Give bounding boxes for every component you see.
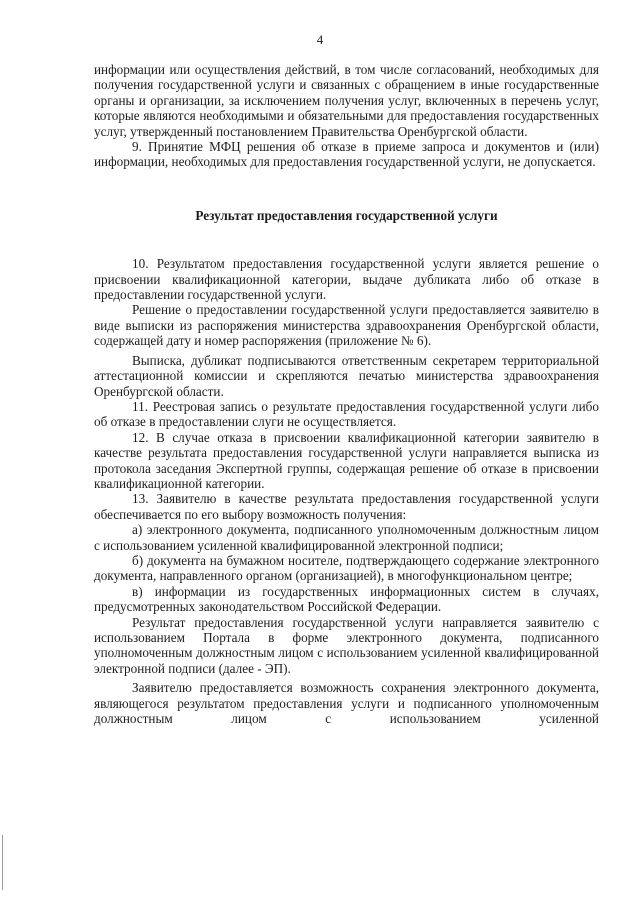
- paragraph-result-portal: Результат предоставления государственной услуги направляется заявителю с использованием Портала в форме электронного документа, подписанного уполномоченным должностным лицом с использованием усиленной квалифицированной электронной подписи (далее - ЭП).: [94, 614, 599, 676]
- page-number: 4: [316, 32, 324, 47]
- paragraph-13: 13. Заявителю в качестве результата предоставления государственной услуги обеспечивается по его выбору возможность получения:: [94, 491, 599, 522]
- paragraph-9: 9. Принятие МФЦ решения об отказе в приеме запроса и документов и (или) информации, необходимых для предоставления государственной услуги, не допускается.: [94, 139, 599, 170]
- paragraph-11: 11. Реестровая запись о результате предоставления государственной услуги либо об отказе в предоставлении слуги не осуществляется.: [94, 398, 599, 430]
- paragraph-decision: Решение о предоставлении государственной услуги предоставляется заявителю в виде выписки из распоряжения министерства здравоохранения Оренбургской области, содержащей дату и номер распоряжения (приложение № 6).: [94, 302, 599, 349]
- paragraph-10: 10. Результатом предоставления государственной услуги является решение о присвоении квалификационной категории, выдаче дубликата либо об отказе в предоставлении государственной услуги.: [94, 256, 599, 303]
- paragraph-save-option: Заявителю предоставляется возможность сохранения электронного документа, являющегося результатом предоставления услуги и подписанного уполномоченным должностным лицом с использованием усиленной: [94, 680, 599, 727]
- paragraph-extract: Выписка, дубликат подписываются ответственным секретарем территориальной аттестационной комиссии и скрепляются печатью министерства здравоохранения Оренбургской области.: [94, 352, 599, 399]
- list-item-c: в) информации из государственных информационных систем в случаях, предусмотренных законодательством Российской Федерации.: [94, 583, 599, 615]
- document-body: [94, 62, 599, 726]
- paragraph-12: 12. В случае отказа в присвоении квалификационной категории заявителю в качестве результата предоставления государственной услуги направляется выписка из протокола заседания Экспертной группы, содержащая решение об отказе в присвоении квалификационной категории.: [94, 429, 599, 491]
- list-item-b: б) документа на бумажном носителе, подтверждающего содержание электронного документа, направленного органом (организацией), в многофункциональном центре;: [94, 552, 599, 584]
- section-heading: Результат предоставления государственной услуги: [195, 207, 498, 223]
- scan-edge-line: [2, 835, 3, 890]
- paragraph-continued: информации или осуществления действий, в том числе согласований, необходимых для получения государственной услуги и связанных с обращением в иные государственные органы и организации, за исключением получения услуг, включенных в перечень услуг, которые являются необходимыми и обязательными для предоставления государственных услуг, утвержденный постановлением Правительства Оренбургской области.: [94, 62, 599, 139]
- list-item-a: а) электронного документа, подписанного уполномоченным должностным лицом с использованием усиленной квалифицированной электронной подписи;: [94, 522, 599, 553]
